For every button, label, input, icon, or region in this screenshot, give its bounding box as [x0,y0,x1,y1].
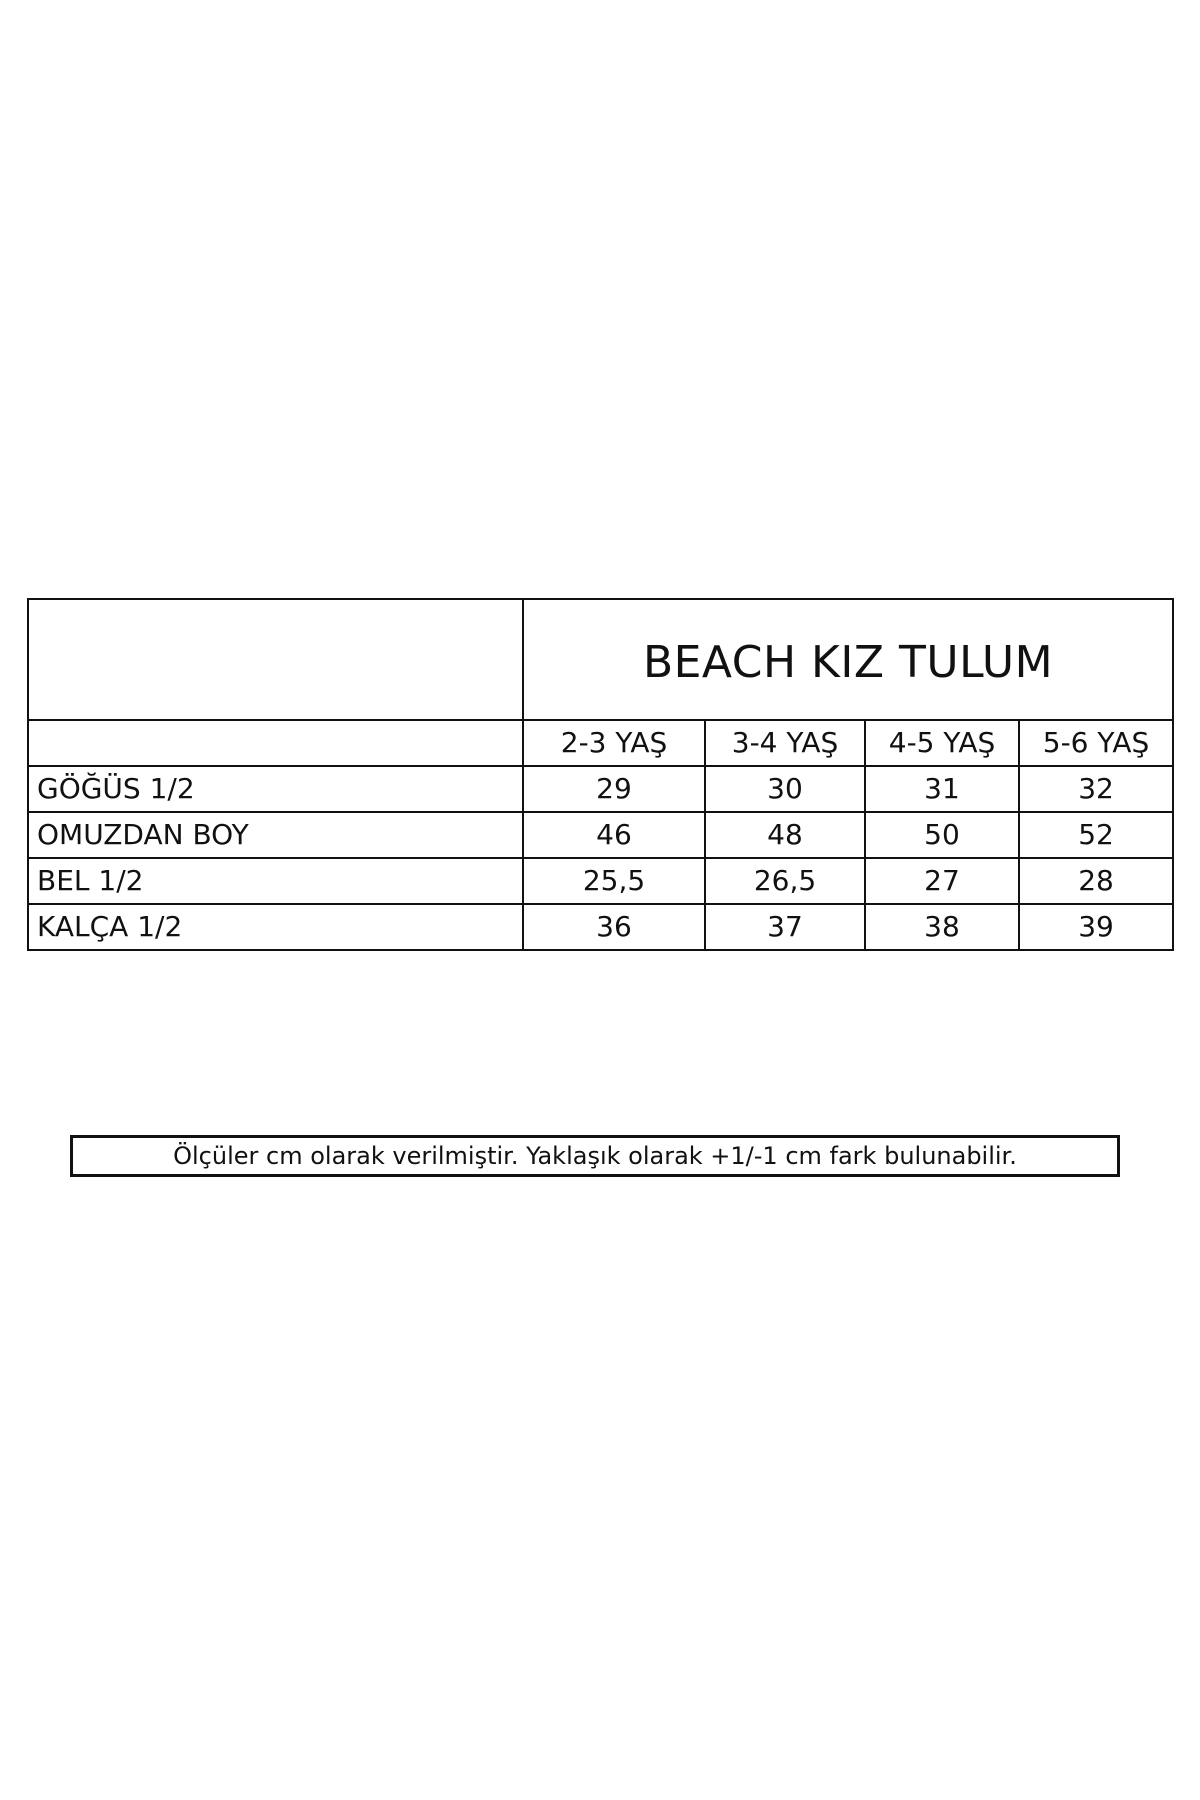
title-row [28,599,1173,720]
size-header: 4-5 YAŞ [865,720,1019,766]
row-label: BEL 1/2 [28,858,523,904]
empty-corner-cell [28,599,523,720]
value-cell: 39 [1019,904,1173,950]
value-cell: 37 [705,904,865,950]
value-cell: 38 [865,904,1019,950]
value-cell: 36 [523,904,705,950]
size-header: 5-6 YAŞ [1019,720,1173,766]
value-cell: 30 [705,766,865,812]
row-label: GÖĞÜS 1/2 [28,766,523,812]
value-cell: 27 [865,858,1019,904]
table-title: BEACH KIZ TULUM [523,599,1173,720]
value-cell: 46 [523,812,705,858]
measurement-note [70,1135,1120,1177]
row-label: KALÇA 1/2 [28,904,523,950]
value-cell: 31 [865,766,1019,812]
value-cell: 29 [523,766,705,812]
size-header-row [28,720,1173,766]
empty-header-cell [28,720,523,766]
value-cell: 26,5 [705,858,865,904]
value-cell: 25,5 [523,858,705,904]
table-row [28,904,1173,950]
size-header: 2-3 YAŞ [523,720,705,766]
table-row [28,766,1173,812]
size-header: 3-4 YAŞ [705,720,865,766]
row-label: OMUZDAN BOY [28,812,523,858]
measurement-note-text: Ölçüler cm olarak verilmiştir. Yaklaşık olarak +1/-1 cm fark bulunabilir. [173,1142,1017,1170]
value-cell: 50 [865,812,1019,858]
table-row [28,858,1173,904]
value-cell: 28 [1019,858,1173,904]
value-cell: 52 [1019,812,1173,858]
value-cell: 48 [705,812,865,858]
size-chart-table [27,598,1174,951]
value-cell: 32 [1019,766,1173,812]
table-row [28,812,1173,858]
